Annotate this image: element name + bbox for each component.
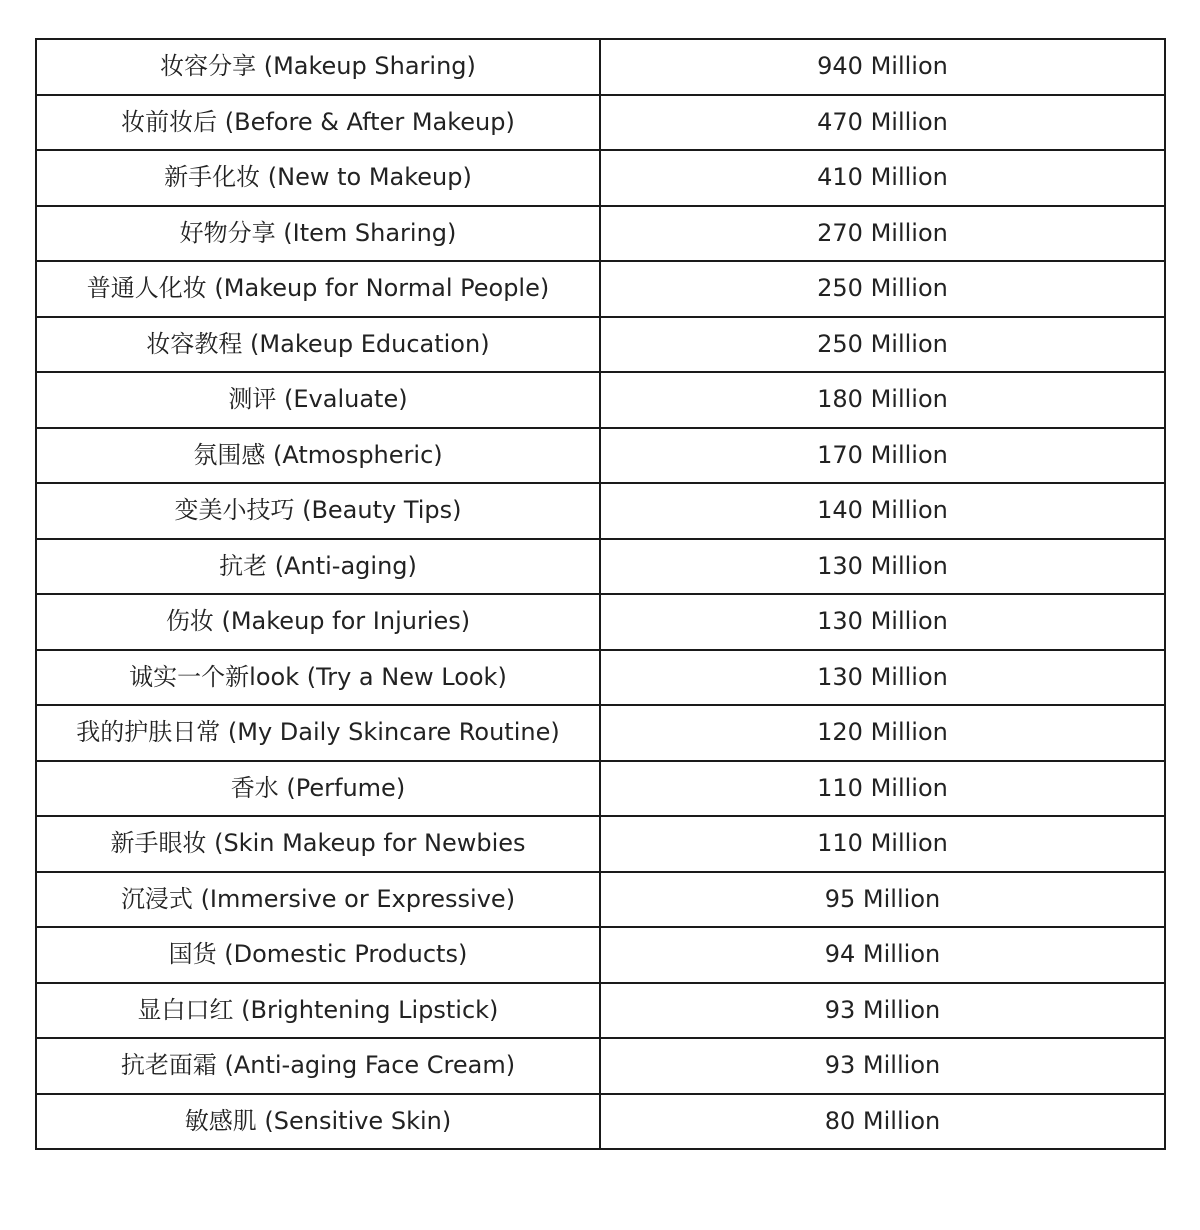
tag-cell: 新手化妆 (New to Makeup) [36, 150, 600, 206]
table-row [36, 983, 1165, 1039]
views-cell: 130 Million [600, 539, 1165, 595]
tag-cell: 测评 (Evaluate) [36, 372, 600, 428]
tag-cell: 普通人化妆 (Makeup for Normal People) [36, 261, 600, 317]
views-cell: 95 Million [600, 872, 1165, 928]
table-row [36, 372, 1165, 428]
views-cell: 170 Million [600, 428, 1165, 484]
table-row [36, 761, 1165, 817]
views-cell: 130 Million [600, 650, 1165, 706]
views-cell: 110 Million [600, 761, 1165, 817]
tag-views-table [35, 38, 1166, 1150]
table-row [36, 1094, 1165, 1150]
table-row [36, 927, 1165, 983]
views-cell: 93 Million [600, 983, 1165, 1039]
tag-cell: 抗老面霜 (Anti-aging Face Cream) [36, 1038, 600, 1094]
table-row [36, 95, 1165, 151]
views-cell: 410 Million [600, 150, 1165, 206]
table-row [36, 650, 1165, 706]
tag-cell: 香水 (Perfume) [36, 761, 600, 817]
tag-cell: 显白口红 (Brightening Lipstick) [36, 983, 600, 1039]
views-cell: 120 Million [600, 705, 1165, 761]
table-row [36, 39, 1165, 95]
table-row [36, 705, 1165, 761]
views-cell: 180 Million [600, 372, 1165, 428]
tag-cell: 妆容分享 (Makeup Sharing) [36, 39, 600, 95]
tag-cell: 新手眼妆 (Skin Makeup for Newbies [36, 816, 600, 872]
tag-cell: 好物分享 (Item Sharing) [36, 206, 600, 262]
tag-cell: 诚实一个新look (Try a New Look) [36, 650, 600, 706]
table-row [36, 261, 1165, 317]
table-row [36, 539, 1165, 595]
views-cell: 94 Million [600, 927, 1165, 983]
tag-cell: 变美小技巧 (Beauty Tips) [36, 483, 600, 539]
tag-views-table-container [35, 38, 1164, 1150]
tag-cell: 我的护肤日常 (My Daily Skincare Routine) [36, 705, 600, 761]
table-row [36, 594, 1165, 650]
table-row [36, 428, 1165, 484]
views-cell: 940 Million [600, 39, 1165, 95]
tag-cell: 沉浸式 (Immersive or Expressive) [36, 872, 600, 928]
tag-cell: 妆容教程 (Makeup Education) [36, 317, 600, 373]
tag-cell: 伤妆 (Makeup for Injuries) [36, 594, 600, 650]
tag-cell: 妆前妆后 (Before & After Makeup) [36, 95, 600, 151]
table-row [36, 483, 1165, 539]
views-cell: 93 Million [600, 1038, 1165, 1094]
views-cell: 250 Million [600, 261, 1165, 317]
table-body [36, 39, 1165, 1149]
views-cell: 250 Million [600, 317, 1165, 373]
views-cell: 140 Million [600, 483, 1165, 539]
table-row [36, 872, 1165, 928]
views-cell: 130 Million [600, 594, 1165, 650]
table-row [36, 150, 1165, 206]
tag-cell: 国货 (Domestic Products) [36, 927, 600, 983]
views-cell: 110 Million [600, 816, 1165, 872]
tag-cell: 敏感肌 (Sensitive Skin) [36, 1094, 600, 1150]
views-cell: 270 Million [600, 206, 1165, 262]
tag-cell: 抗老 (Anti-aging) [36, 539, 600, 595]
views-cell: 470 Million [600, 95, 1165, 151]
table-row [36, 816, 1165, 872]
table-row [36, 317, 1165, 373]
table-row [36, 1038, 1165, 1094]
views-cell: 80 Million [600, 1094, 1165, 1150]
table-row [36, 206, 1165, 262]
tag-cell: 氛围感 (Atmospheric) [36, 428, 600, 484]
